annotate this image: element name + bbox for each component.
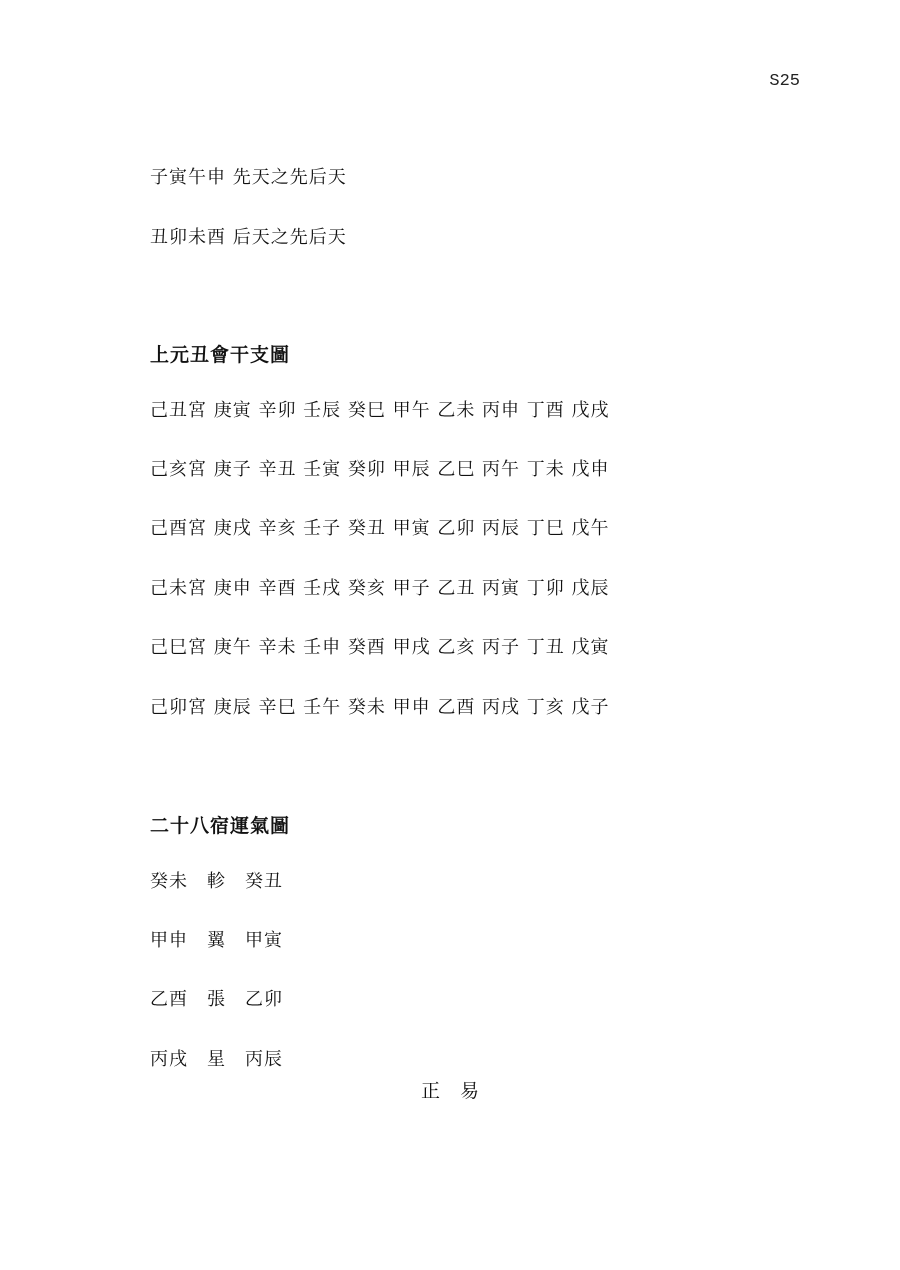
section2-row: 丙戌 星 丙辰 bbox=[150, 1049, 283, 1070]
section1-row: 己丑宮 庚寅 辛卯 壬辰 癸巳 甲午 乙未 丙申 丁酉 戊戌 bbox=[150, 400, 610, 421]
intro-line-2: 丑卯未酉 后天之先后天 bbox=[150, 227, 347, 248]
section1-row: 己亥宮 庚子 辛丑 壬寅 癸卯 甲辰 乙巳 丙午 丁未 戊申 bbox=[150, 459, 610, 480]
section2-title: 二十八宿運氣圖 bbox=[150, 815, 291, 837]
section2-row: 乙酉 張 乙卯 bbox=[150, 989, 283, 1010]
intro-line-1: 子寅午申 先天之先后天 bbox=[150, 167, 347, 188]
section2-row: 癸未 軫 癸丑 bbox=[150, 871, 283, 892]
section1-row: 己未宮 庚申 辛酉 壬戌 癸亥 甲子 乙丑 丙寅 丁卯 戊辰 bbox=[150, 578, 610, 599]
section1-row: 己酉宮 庚戌 辛亥 壬子 癸丑 甲寅 乙卯 丙辰 丁巳 戊午 bbox=[150, 518, 610, 539]
section1-row: 己巳宮 庚午 辛未 壬申 癸酉 甲戌 乙亥 丙子 丁丑 戊寅 bbox=[150, 637, 610, 658]
footer-title: 正易 bbox=[420, 1080, 499, 1102]
section2-row: 甲申 翼 甲寅 bbox=[150, 930, 283, 951]
section1-title: 上元丑會干支圖 bbox=[150, 344, 291, 366]
section1-row: 己卯宮 庚辰 辛巳 壬午 癸未 甲申 乙酉 丙戌 丁亥 戊子 bbox=[150, 697, 610, 718]
page-number: S25 bbox=[769, 72, 800, 91]
